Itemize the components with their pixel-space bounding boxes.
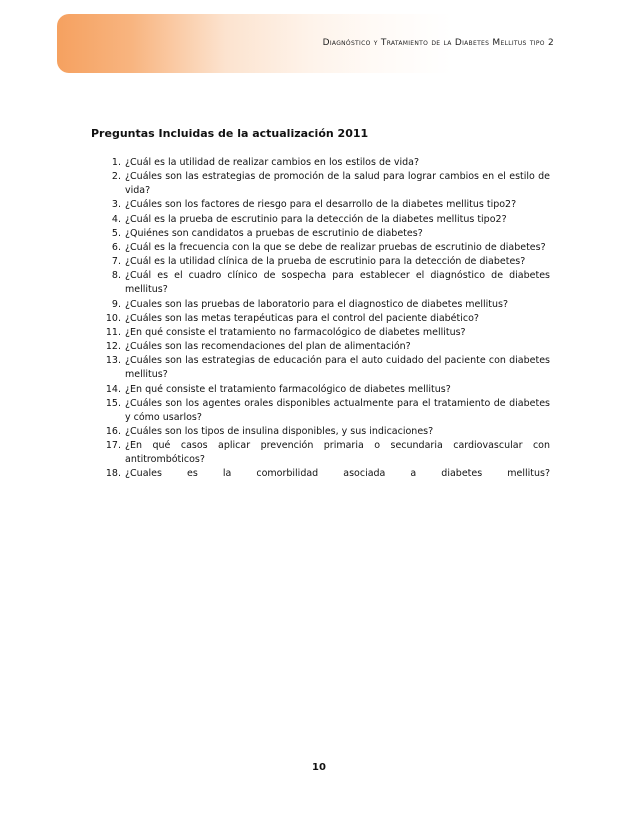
running-header: Diagnóstico y Tratamiento de la Diabetes Mellitus tipo 2 bbox=[322, 38, 554, 48]
question-text: ¿En qué casos aplicar prevención primaria o secundaria cardiovascular con antitrombóticos? bbox=[125, 440, 550, 466]
list-item bbox=[94, 397, 550, 425]
list-item bbox=[94, 170, 550, 198]
question-number: 1. bbox=[111, 157, 121, 168]
list-item bbox=[94, 255, 550, 269]
list-item bbox=[94, 439, 550, 467]
question-text: ¿Cuáles son los factores de riesgo para el desarrollo de la diabetes mellitus tipo2? bbox=[125, 199, 517, 211]
list-item bbox=[94, 425, 550, 439]
question-text: ¿Cuál es la frecuencia con la que se debe de realizar pruebas de escrutinio de diabetes? bbox=[125, 241, 546, 253]
question-number: 17. bbox=[105, 440, 121, 452]
question-text: ¿Cuales son las pruebas de laboratorio para el diagnostico de diabetes mellitus? bbox=[125, 298, 509, 310]
question-number: 11. bbox=[105, 326, 121, 338]
questions-list bbox=[94, 156, 550, 482]
question-text: ¿Cuáles son las recomendaciones del plan de alimentación? bbox=[125, 341, 411, 353]
question-number: 7. bbox=[111, 256, 121, 268]
list-item bbox=[94, 467, 550, 481]
list-item bbox=[94, 156, 550, 170]
question-text: ¿Cuál es la utilidad clínica de la prueba de escrutinio para la detección de diabetes? bbox=[125, 256, 526, 268]
list-item bbox=[94, 269, 550, 297]
list-item bbox=[94, 213, 550, 227]
question-text: ¿Cuál es la utilidad de realizar cambios en los estilos de vida? bbox=[125, 157, 419, 168]
question-text: ¿Cuáles son las estrategias de educación para el auto cuidado del paciente con diabetes mellitus? bbox=[125, 355, 550, 381]
question-text: ¿Cuáles son las estrategias de promoción de la salud para lograr cambios en el estilo de vida? bbox=[125, 171, 550, 197]
list-item bbox=[94, 354, 550, 382]
question-text: ¿Cuales es la comorbilidad asociada a diabetes mellitus? bbox=[125, 468, 550, 480]
list-item bbox=[94, 298, 550, 312]
question-text: ¿Quiénes son candidatos a pruebas de escrutinio de diabetes? bbox=[125, 227, 423, 239]
question-number: 15. bbox=[105, 397, 121, 409]
question-number: 10. bbox=[105, 312, 121, 324]
list-item bbox=[94, 241, 550, 255]
question-number: 13. bbox=[105, 355, 121, 367]
list-item bbox=[94, 198, 550, 212]
question-number: 16. bbox=[105, 425, 121, 437]
question-text: ¿Cuáles son las metas terapéuticas para el control del paciente diabético? bbox=[125, 312, 479, 324]
question-text: ¿Cuál es la prueba de escrutinio para la detección de la diabetes mellitus tipo2? bbox=[125, 213, 507, 225]
list-item bbox=[94, 340, 550, 354]
question-number: 3. bbox=[111, 199, 121, 211]
list-item bbox=[94, 312, 550, 326]
question-number: 14. bbox=[105, 383, 121, 395]
list-item bbox=[94, 227, 550, 241]
question-text: ¿En qué consiste el tratamiento farmacológico de diabetes mellitus? bbox=[125, 383, 451, 395]
question-number: 2. bbox=[111, 171, 121, 183]
question-number: 9. bbox=[111, 298, 121, 310]
question-text: ¿Cuáles son los agentes orales disponibles actualmente para el tratamiento de diabetes y cómo usarlos? bbox=[125, 397, 550, 423]
question-text: ¿Cuáles son los tipos de insulina disponibles, y sus indicaciones? bbox=[125, 425, 434, 437]
page-number: 10 bbox=[312, 762, 326, 773]
section-title: Preguntas Incluidas de la actualización 2011 bbox=[91, 127, 369, 140]
question-number: 18. bbox=[105, 468, 121, 480]
list-item bbox=[94, 383, 550, 397]
list-item bbox=[94, 326, 550, 340]
question-number: 4. bbox=[111, 213, 121, 225]
question-number: 8. bbox=[111, 270, 121, 282]
question-number: 6. bbox=[111, 241, 121, 253]
question-number: 5. bbox=[111, 227, 121, 239]
question-text: ¿Cuál es el cuadro clínico de sospecha para establecer el diagnóstico de diabetes mellitus? bbox=[125, 270, 550, 296]
question-number: 12. bbox=[105, 341, 121, 353]
question-text: ¿En qué consiste el tratamiento no farmacológico de diabetes mellitus? bbox=[125, 326, 466, 338]
